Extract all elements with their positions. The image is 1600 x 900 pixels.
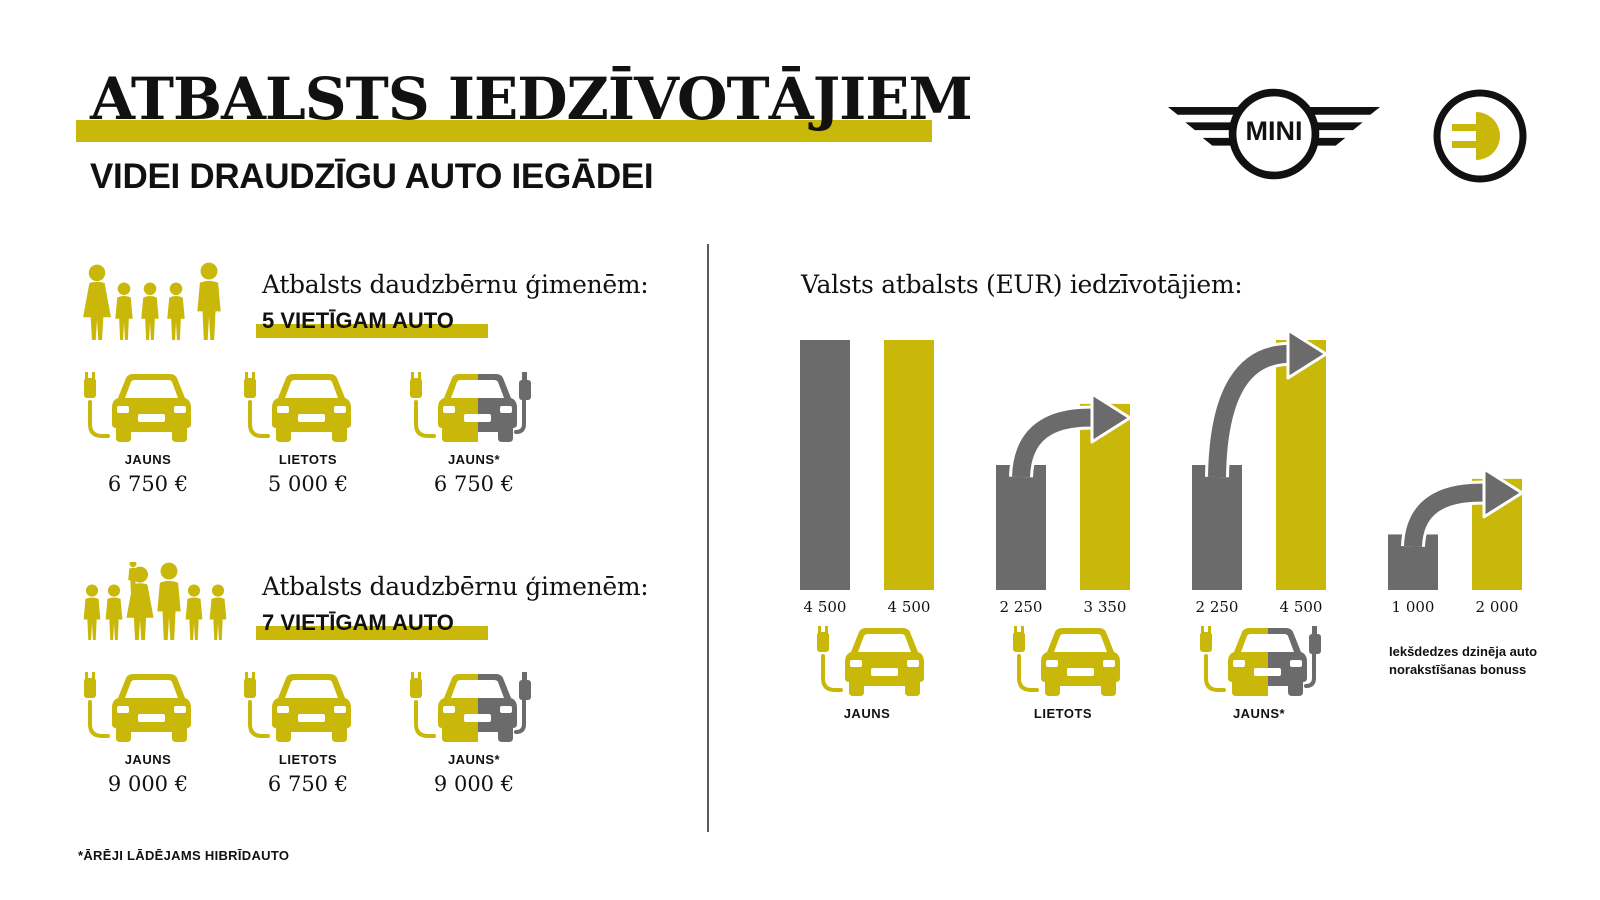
section-tag-7-seat: [256, 610, 454, 636]
bar-value-label: 4 500: [1279, 598, 1323, 616]
car-value: 9 000 €: [433, 772, 515, 796]
section-tag-text: 5 VIETĪGAM AUTO: [262, 308, 454, 333]
bar-before: [1192, 465, 1242, 590]
family-icon: [80, 262, 230, 347]
car-label: JAUNS*: [447, 752, 501, 767]
electric-car-icon: [1013, 626, 1120, 696]
car-label: LIETOTS: [278, 452, 338, 467]
car-value: 6 750 €: [433, 472, 515, 496]
hybrid-car-icon: [406, 372, 536, 449]
electric-car-icon: [240, 672, 352, 749]
bar-value-label: 4 500: [887, 598, 931, 616]
bar-after: [1276, 340, 1326, 590]
bar-value-label: 2 250: [1195, 598, 1239, 616]
electric-car-icon: [80, 672, 192, 749]
car-label: LIETOTS: [278, 752, 338, 767]
section-title-5-seat: Atbalsts daudzbērnu ģimenēm:: [262, 270, 649, 299]
footnote: *ĀRĒJI LĀDĒJAMS HIBRĪDAUTO: [78, 848, 290, 863]
page-title: ATBALSTS IEDZĪVOTĀJIEM: [90, 65, 972, 133]
bar-value-label: 4 500: [803, 598, 847, 616]
car-label: JAUNS*: [447, 452, 501, 467]
bar-value-label: 2 000: [1475, 598, 1519, 616]
section-tag-text: 7 VIETĪGAM AUTO: [262, 610, 454, 635]
car-value: 6 750 €: [107, 472, 189, 496]
car-value: 5 000 €: [267, 472, 349, 496]
mini-wings-logo: [1168, 84, 1380, 184]
chart-title: Valsts atbalsts (EUR) iedzīvotājiem:: [801, 270, 1243, 299]
section-divider: [707, 244, 709, 832]
title-block: [76, 65, 972, 133]
bonus-note: Iekšdedzes dzinēja auto norakstīšanas bonuss: [1389, 644, 1538, 677]
car-label: JAUNS: [124, 752, 172, 767]
car-value: 9 000 €: [107, 772, 189, 796]
car-label: JAUNS: [124, 452, 172, 467]
page-subtitle: VIDEI DRAUDZĪGU AUTO IEGĀDEI: [90, 157, 654, 196]
bar-value-label: 2 250: [999, 598, 1043, 616]
mini-logo-text: MINI: [1245, 116, 1303, 146]
large-family-icon: [80, 562, 240, 647]
group-label: LIETOTS: [1033, 706, 1093, 721]
electric-car-icon: [80, 372, 192, 449]
electric-plug-logo: [1432, 88, 1528, 189]
bar-value-label: 1 000: [1391, 598, 1435, 616]
section-tag-5-seat: [256, 308, 454, 334]
hybrid-car-icon: [406, 672, 536, 749]
group-label: JAUNS: [843, 706, 891, 721]
electric-car-icon: [817, 626, 924, 696]
bar-after: [884, 340, 934, 590]
bar-before: [996, 465, 1046, 590]
bar-value-label: 3 350: [1083, 598, 1127, 616]
group-label: JAUNS*: [1232, 706, 1286, 721]
electric-car-icon: [240, 372, 352, 449]
hybrid-car-icon: [1200, 626, 1321, 696]
bar-before: [800, 340, 850, 590]
car-value: 6 750 €: [267, 772, 349, 796]
section-title-7-seat: Atbalsts daudzbērnu ģimenēm:: [262, 572, 649, 601]
